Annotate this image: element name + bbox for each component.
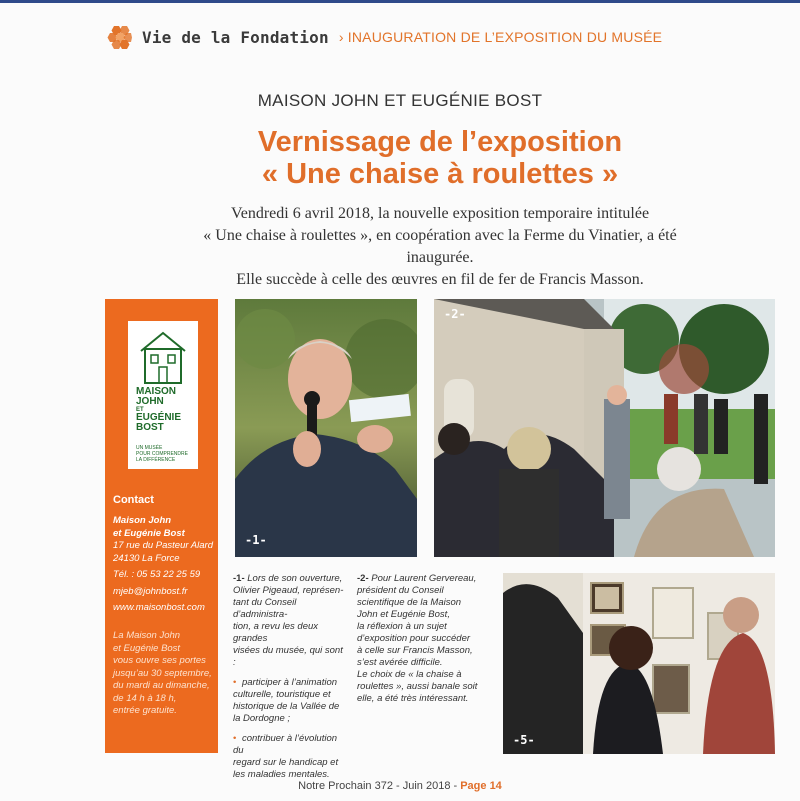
bullet-text: participer à l’animation [241,677,338,688]
logo-line: ET [136,407,144,413]
caption-1-text: visées du musée, qui sont : [233,645,343,668]
caption-2-text: à celle sur Francis Masson, [357,645,473,656]
info-line: La Maison John [113,630,181,641]
photo-group-outdoor-image [434,299,775,557]
info-line: vous ouvre ses portes [113,655,206,666]
caption-1-text: tant du Conseil d’administra- [233,597,297,620]
caption-2-text: la réflexion à un sujet [357,621,447,632]
contact-website-link[interactable]: www.maisonbost.com [113,602,205,613]
photo-label-5: -5- [513,733,535,747]
caption-2-text: scientifique de la Maison [357,597,462,608]
logo-wordmark [136,387,196,433]
article-title [0,126,800,190]
logo-tagline [136,445,196,463]
contact-address: 17 rue du Pasteur Alard [113,540,213,551]
bullet-text: historique de la Vallée de [233,701,340,712]
opening-info [113,630,217,718]
bullet-text: regard sur le handicap et [233,757,339,768]
caption-2-text: Pour Laurent Gervereau, [368,573,477,584]
logo-line: JOHN [136,396,164,407]
footer-publication: Notre Prochain 372 - Juin 2018 - [298,780,461,792]
page-footer [0,780,800,792]
info-line: entrée gratuite. [113,705,177,716]
photo-group-outdoor [434,299,775,557]
contact-details [113,515,217,615]
article-title-line-2: « Une chaise à roulettes » [261,158,619,190]
bullet-text: culturelle, touristique et [233,689,331,700]
lead-line-1: Vendredi 6 avril 2018, la nouvelle exposition temporaire intitulée [230,205,650,222]
section-header [106,24,662,50]
caption-2-text: s’est avérée difficile. [357,657,443,668]
caption-2-text: John et Eugénie Bost, [357,609,450,620]
section-title: Vie de la Fondation [142,27,329,47]
section-subtitle: › INAUGURATION DE L’EXPOSITION DU MUSÉE [338,29,663,45]
logo-tag-line: UN MUSÉE [136,445,163,451]
logo-line: BOST [136,422,164,433]
photo-gallery-image [503,573,775,754]
caption-1-bullet [233,733,345,781]
article-kicker: MAISON JOHN ET EUGÉNIE BOST [257,91,543,110]
caption-2 [357,573,497,705]
lead-line-2: « Une chaise à roulettes », en coopération avec la Ferme du Vinatier, a été inaugurée. [203,227,677,266]
caption-2-text: d’exposition pour succéder [357,633,471,644]
logo-tag-line: LA DIFFÉRENCE [136,457,176,463]
article-lead [170,203,710,291]
contact-name: et Eugénie Bost [113,527,185,539]
bullet-text: contribuer à l’évolution du [233,733,338,756]
lead-line-3: Elle succède à celle des œuvres en fil de fer de Francis Masson. [236,271,644,288]
caption-1-text: Lors de son ouverture, [244,573,343,584]
photo-speaker [235,299,417,557]
caption-1-label: -1- [233,573,245,584]
photo-label-2: -2- [444,307,466,321]
house-logo-icon [137,329,189,385]
caption-2-label: -2- [357,573,369,584]
article-title-line-1: Vernissage de l’exposition [257,126,623,158]
logo-tag-line: POUR COMPRENDRE [136,451,188,457]
caption-2-text: roulettes », aussi banale soit [357,681,478,692]
info-line: du mardi au dimanche, [113,680,210,691]
caption-1 [233,573,345,781]
caption-1-bullet [233,677,345,725]
info-line: de 14 h à 18 h, [113,692,177,704]
logo-line: MAISON [136,386,176,397]
honeycomb-logo-icon [106,24,132,50]
contact-sidebar [105,299,218,753]
top-rule [0,0,800,3]
caption-2-text: président du Conseil [357,585,444,596]
contact-name: Maison John [113,515,172,526]
caption-2-text: Le choix de « la chaise à [357,669,462,680]
contact-heading: Contact [113,494,154,506]
photo-speaker-image [235,299,417,557]
info-line: et Eugénie Bost [113,642,181,654]
contact-address: 24130 La Force [113,552,180,564]
caption-1-text: tion, a revu les deux grandes [233,621,319,644]
bullet-text: la Dordogne ; [233,713,291,724]
logo-line: EUGÉNIE [136,412,182,423]
caption-2-text: elle, a été très intéressant. [357,693,469,704]
page-number: Page 14 [460,780,502,792]
caption-1-text: Olivier Pigeaud, représen- [233,585,344,596]
bullet-text: les maladies mentales. [233,769,330,780]
photo-label-1: -1- [245,533,267,547]
photo-gallery [503,573,775,754]
info-line: jusqu’au 30 septembre, [113,667,212,679]
museum-logo [128,321,198,469]
contact-email-link[interactable]: mjeb@johnbost.fr [113,585,188,597]
contact-phone: Tél. : 05 53 22 25 59 [113,569,201,580]
